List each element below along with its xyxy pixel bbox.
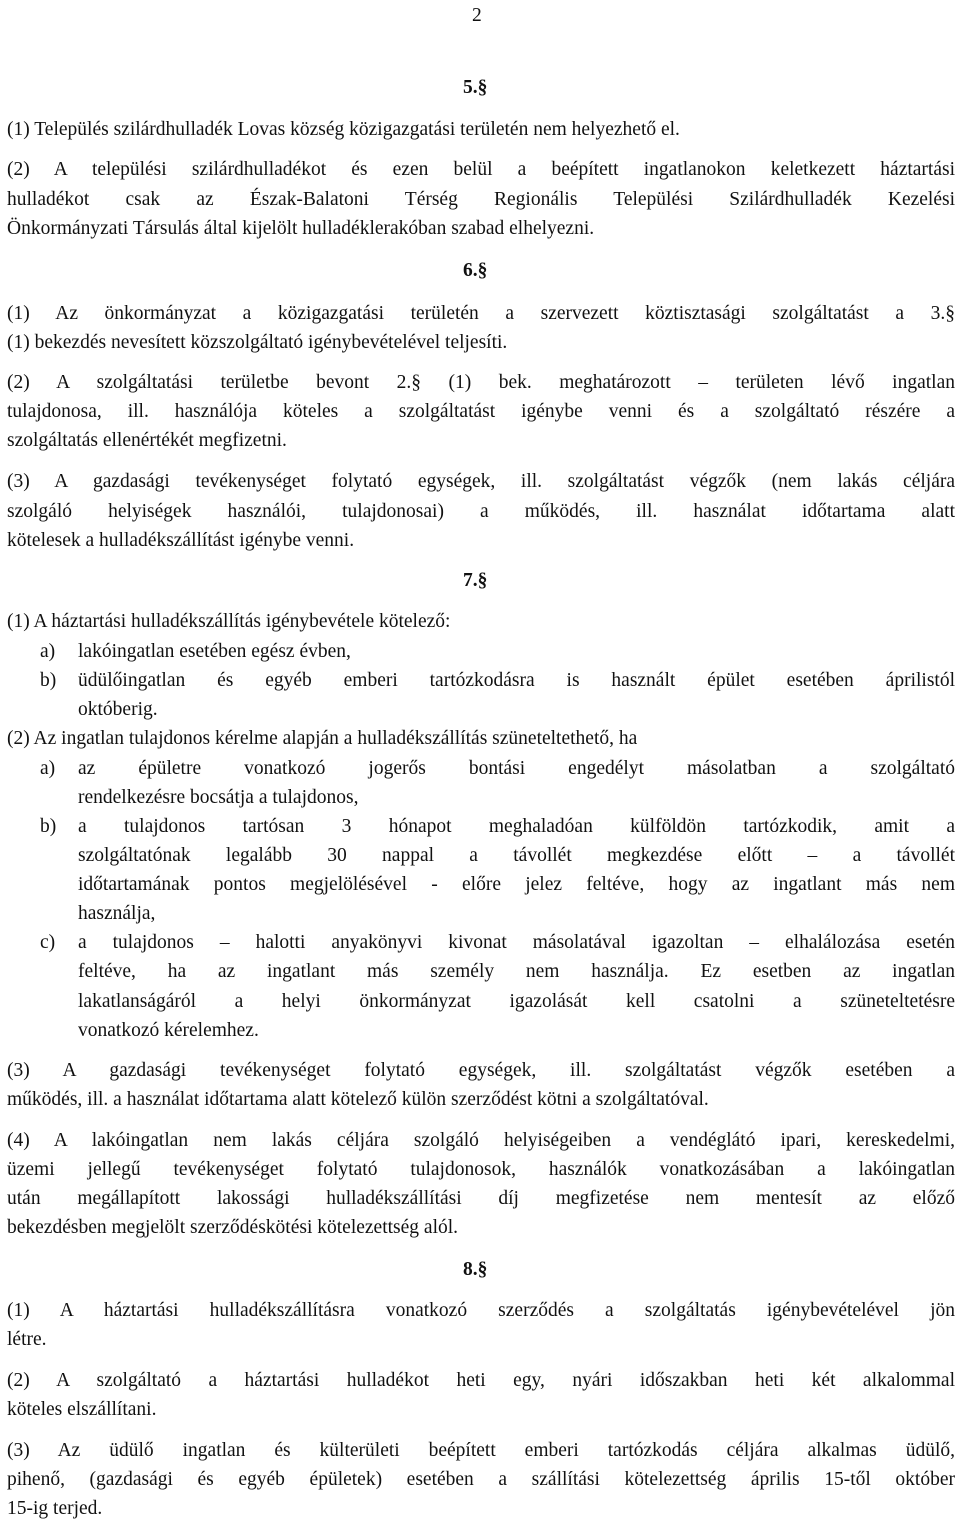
sec7-p1: (1) A háztartási hulladékszállítás igénybevétele kötelező:	[7, 611, 451, 632]
section-6-heading: 6.§	[463, 260, 488, 281]
sec7-p4-line2: üzemi jellegű tevékenységet folytató tulajdonosok, használók vonatkozásában a lakóingatlan	[7, 1159, 955, 1180]
section-7-heading: 7.§	[463, 570, 488, 591]
sec8-p2-line1: (2) A szolgáltató a háztartási hulladékot heti egy, nyári időszakban heti két alkalommal	[7, 1370, 955, 1391]
section-8-heading: 8.§	[463, 1259, 488, 1280]
sec6-p2-line2: tulajdonosa, ill. használója köteles a szolgáltatást igénybe venni és a szolgáltató részére a	[7, 401, 955, 422]
sec7-p1a-marker: a)	[40, 641, 56, 662]
sec8-p1-line2: létre.	[7, 1329, 47, 1350]
sec7-p1a: lakóingatlan esetében egész évben,	[78, 641, 351, 662]
sec7-p2c-line3: lakatlanságáról a helyi önkormányzat igazolását kell csatolni a szüneteltetésre	[78, 991, 955, 1012]
sec6-p2-line1: (2) A szolgáltatási területbe bevont 2.§ (1) bek. meghatározott – területen lévő ingatlan	[7, 372, 955, 393]
sec7-p2b-line3: időtartamának pontos megjelölésével - előre jelez feltéve, hogy az ingatlant más nem	[78, 874, 955, 895]
sec8-p2-line2: köteles elszállítani.	[7, 1399, 157, 1420]
sec7-p3-line1: (3) A gazdasági tevékenységet folytató egységek, ill. szolgáltatást végzők esetében a	[7, 1060, 955, 1081]
sec5-p2-line3: Önkormányzati Társulás által kijelölt hulladéklerakóban szabad elhelyezni.	[7, 218, 595, 239]
sec7-p2b-marker: b)	[40, 816, 57, 837]
sec5-p2-line1: (2) A települési szilárdhulladékot és ezen belül a beépített ingatlanokon keletkezett háztartási	[7, 159, 955, 180]
sec6-p3-line3: kötelesek a hulladékszállítást igénybe venni.	[7, 530, 355, 551]
sec7-p4-line3: után megállapított lakossági hulladékszállítási díj megfizetése nem mentesít az előző	[7, 1188, 955, 1209]
sec5-p2-line2: hulladékot csak az Észak-Balatoni Térség Regionális Települési Szilárdhulladék Kezelési	[7, 189, 955, 210]
sec7-p2c-marker: c)	[40, 932, 56, 953]
sec6-p1-line2: (1) bekezdés nevesített közszolgáltató igénybevételével teljesíti.	[7, 332, 508, 353]
sec7-p2: (2) Az ingatlan tulajdonos kérelme alapján a hulladékszállítás szüneteltethető, ha	[7, 728, 638, 749]
sec7-p2b-line4: használja,	[78, 903, 156, 924]
sec6-p3-line1: (3) A gazdasági tevékenységet folytató egységek, ill. szolgáltatást végzők (nem lakás céljára	[7, 471, 955, 492]
sec5-p1: (1) Település szilárdhulladék Lovas község közigazgatási területén nem helyezhető el.	[7, 119, 680, 140]
sec7-p2c-line2: feltéve, ha az ingatlant más személy nem használja. Ez esetben az ingatlan	[78, 961, 955, 982]
page-number: 2	[472, 5, 482, 26]
sec7-p2b-line2: szolgáltatónak legalább 30 nappal a távollét megkezdése előtt – a távollét	[78, 845, 955, 866]
sec8-p3-line1: (3) Az üdülő ingatlan és külterületi beépített emberi tartózkodás céljára alkalmas üdülő,	[7, 1440, 955, 1461]
sec7-p4-line1: (4) A lakóingatlan nem lakás céljára szolgáló helyiségeiben a vendéglátó ipari, kereskedelmi,	[7, 1130, 955, 1151]
section-5-heading: 5.§	[463, 77, 488, 98]
sec6-p1-line1: (1) Az önkormányzat a közigazgatási területén a szervezett köztisztasági szolgáltatást a 3.§	[7, 303, 955, 324]
sec7-p4-line4: bekezdésben megjelölt szerződéskötési kötelezettség alól.	[7, 1217, 459, 1238]
sec7-p2b-line1: a tulajdonos tartósan 3 hónapot meghaladóan külföldön tartózkodik, amit a	[78, 816, 955, 837]
sec6-p3-line2: szolgáló helyiségek használói, tulajdonosai) a működés, ill. használat időtartama alatt	[7, 501, 955, 522]
sec7-p1b-line1: üdülőingatlan és egyéb emberi tartózkodásra is használt épület esetében áprilistól	[78, 670, 955, 691]
sec6-p2-line3: szolgáltatás ellenértékét megfizetni.	[7, 430, 287, 451]
sec7-p2c-line1: a tulajdonos – halotti anyakönyvi kivonat másolatával igazoltan – elhalálozása esetén	[78, 932, 955, 953]
sec7-p2a-marker: a)	[40, 758, 56, 779]
sec8-p1-line1: (1) A háztartási hulladékszállításra vonatkozó szerződés a szolgáltatás igénybevételével jön	[7, 1300, 955, 1321]
sec7-p2a-line1: az épületre vonatkozó jogerős bontási engedélyt másolatban a szolgáltató	[78, 758, 955, 779]
sec7-p1b-line2: októberig.	[78, 699, 158, 720]
sec7-p2c-line4: vonatkozó kérelemhez.	[78, 1020, 259, 1041]
sec7-p2a-line2: rendelkezésre bocsátja a tulajdonos,	[78, 787, 359, 808]
sec7-p3-line2: működés, ill. a használat időtartama alatt kötelező külön szerződést kötni a szolgáltatóval.	[7, 1089, 709, 1110]
sec8-p3-line2: pihenő, (gazdasági és egyéb épületek) esetében a szállítási kötelezettség április 15-től október	[7, 1469, 955, 1490]
sec7-p1b-marker: b)	[40, 670, 57, 691]
sec8-p3-line3: 15-ig terjed.	[7, 1498, 103, 1519]
